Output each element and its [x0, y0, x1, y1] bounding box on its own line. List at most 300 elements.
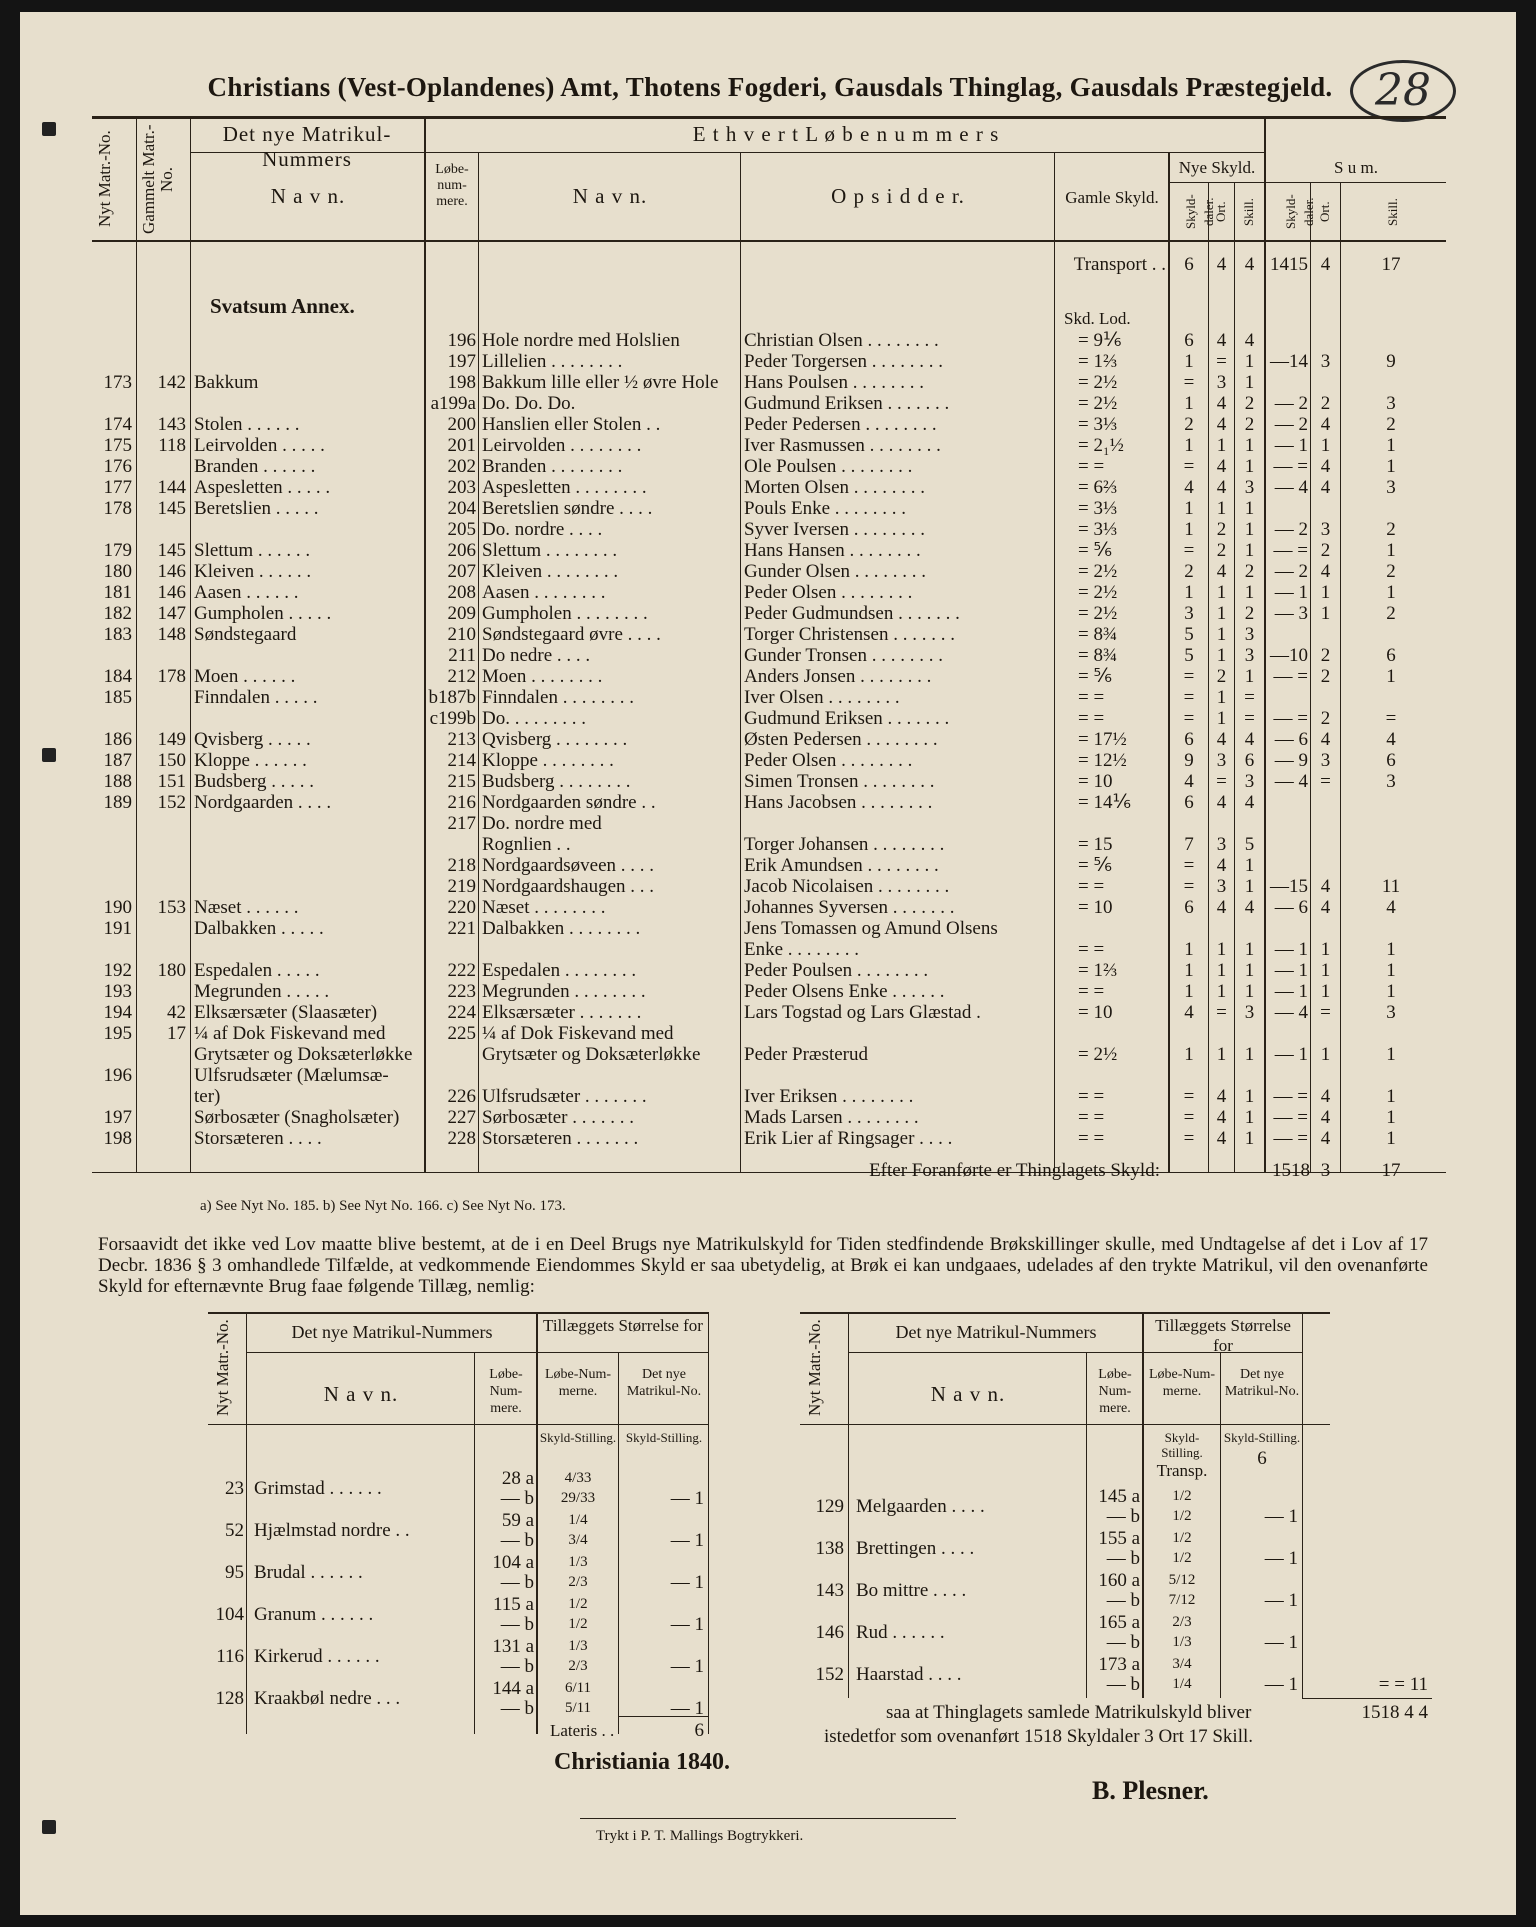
- table-cell-d: 1: [1184, 351, 1194, 372]
- header-skyld-d: Skyld-daler.: [1183, 194, 1216, 230]
- table-cell-gs: = =: [1078, 687, 1105, 708]
- sub-right-header-navn: N a v n.: [930, 1382, 1006, 1406]
- table-cell-nyt: 174: [103, 414, 132, 435]
- table-cell-op: Østen Pedersen . . . . . . . .: [744, 729, 938, 750]
- transport-o: 4: [1216, 254, 1227, 275]
- subtable-left-subrule: [246, 1352, 708, 1353]
- table-top-rule: [92, 116, 1446, 119]
- col-divider: [474, 1352, 475, 1734]
- table-cell-nyt: 190: [103, 897, 132, 918]
- table-cell-navn: Grytsæter og Doksæterløkke: [194, 1044, 413, 1065]
- table-cell-navn: Søndstegaard: [194, 624, 297, 645]
- table-cell-gs: = =: [1078, 939, 1105, 960]
- transport-s: 4: [1244, 254, 1255, 275]
- table-cell-op: Iver Eriksen . . . . . . . .: [744, 1086, 914, 1107]
- table-cell-ln: Kleiven . . . . . . . .: [482, 561, 619, 582]
- sub-cell-navn: Bo mittre . . . .: [856, 1580, 967, 1601]
- table-cell-so: 1: [1320, 960, 1331, 981]
- table-cell-gs: = ⅚: [1078, 540, 1112, 561]
- table-cell-lb: 220: [447, 897, 476, 918]
- table-cell-o: 4: [1216, 456, 1227, 477]
- sub-cell-lb2: — b: [500, 1614, 534, 1635]
- table-cell-so: 4: [1320, 1107, 1331, 1128]
- table-cell-nyt: 197: [103, 1107, 132, 1128]
- table-cell-o: 4: [1216, 729, 1227, 750]
- col-divider: [1054, 152, 1055, 1172]
- table-cell-op: Jacob Nicolaisen . . . . . . . .: [744, 876, 950, 897]
- table-cell-gs: = 9⅙: [1078, 330, 1122, 351]
- table-cell-nyt: 196: [103, 1065, 132, 1086]
- sub-left-skyld1: Skyld-Stilling.: [539, 1430, 617, 1445]
- table-cell-o: =: [1216, 771, 1227, 792]
- table-cell-d: 6: [1184, 792, 1194, 813]
- table-cell-o: 3: [1216, 750, 1227, 771]
- table-cell-gs: = 6⅔: [1078, 477, 1118, 498]
- sub-cell-nyt: 95: [225, 1562, 244, 1583]
- table-cell-op: Iver Rasmussen . . . . . . . .: [744, 435, 941, 456]
- sub-cell-f2: 29/33: [560, 1490, 596, 1506]
- table-cell-d: 1: [1184, 939, 1194, 960]
- sub-cell-lb2: — b: [1106, 1674, 1140, 1695]
- table-cell-ln: Dalbakken . . . . . . . .: [482, 918, 641, 939]
- table-cell-op: Peder Præsterud: [744, 1044, 869, 1065]
- table-cell-ss: 2: [1386, 519, 1396, 540]
- table-cell-gml: 118: [158, 435, 186, 456]
- table-cell-op: Gudmund Eriksen . . . . . . .: [744, 393, 950, 414]
- table-cell-lb: 219: [447, 876, 476, 897]
- sub-right-header-nyt: Nyt Matr.-No.: [805, 1319, 824, 1417]
- sub-cell-f1: 1/2: [1172, 1488, 1192, 1504]
- table-cell-gs: = 3⅓: [1078, 414, 1118, 435]
- table-cell-sd: — 1: [1274, 939, 1308, 960]
- table-cell-o: 4: [1216, 855, 1227, 876]
- table-cell-d: 4: [1184, 1002, 1194, 1023]
- sub-cell-nyt: 138: [815, 1538, 844, 1559]
- table-cell-sd: — =: [1273, 708, 1308, 729]
- table-cell-o: 1: [1216, 687, 1227, 708]
- table-cell-ss: 1: [1386, 540, 1396, 561]
- sub-cell-lb1: 131 a: [492, 1636, 534, 1657]
- table-cell-lb: 215: [447, 771, 476, 792]
- table-cell-sd: — 9: [1274, 750, 1308, 771]
- table-cell-navn: Kloppe . . . . . .: [194, 750, 307, 771]
- sub-cell-nyt: 52: [225, 1520, 244, 1541]
- table-cell-so: 2: [1320, 540, 1331, 561]
- table-cell-sd: — 2: [1274, 414, 1308, 435]
- table-cell-s: 1: [1244, 876, 1255, 897]
- table-cell-ln: Bakkum lille eller ½ øvre Hole: [482, 372, 719, 393]
- table-cell-o: 4: [1216, 477, 1227, 498]
- table-cell-sd: — =: [1273, 666, 1308, 687]
- table-cell-d: =: [1183, 666, 1195, 687]
- table-cell-o: 3: [1216, 834, 1227, 855]
- sub-cell-navn: Rud . . . . . .: [856, 1622, 945, 1643]
- table-cell-so: =: [1320, 1002, 1331, 1023]
- table-cell-ss: 1: [1386, 666, 1396, 687]
- sub-cell-navn: Brettingen . . . .: [856, 1538, 975, 1559]
- table-cell-ss: 1: [1386, 981, 1396, 1002]
- table-cell-nyt: 179: [103, 540, 132, 561]
- sub-cell-lb2: — b: [500, 1698, 534, 1719]
- table-cell-s: 1: [1244, 960, 1255, 981]
- table-cell-gs: = 3⅓: [1078, 498, 1118, 519]
- table-cell-sd: — =: [1273, 540, 1308, 561]
- table-cell-s: 1: [1244, 981, 1255, 1002]
- table-cell-lb: 206: [447, 540, 476, 561]
- table-cell-lb: 225: [447, 1023, 476, 1044]
- header-matr-group: Det nye Matrikul-Nummers: [222, 122, 392, 171]
- table-cell-s: 3: [1244, 1002, 1255, 1023]
- table-cell-lb: 204: [447, 498, 476, 519]
- table-cell-gs: = 2½: [1078, 372, 1118, 393]
- sub-cell-till: — 1: [1264, 1674, 1298, 1695]
- table-cell-op: Peder Poulsen . . . . . . . .: [744, 960, 929, 981]
- sub-cell-f2: 1/4: [1172, 1676, 1192, 1692]
- table-cell-lb: 218: [447, 855, 476, 876]
- table-cell-op: Morten Olsen . . . . . . . .: [744, 477, 926, 498]
- table-cell-sd: — =: [1273, 1107, 1308, 1128]
- header-sum-s: Skill.: [1385, 198, 1400, 226]
- table-cell-op: Christian Olsen . . . . . . . .: [744, 330, 939, 351]
- table-cell-o: 2: [1216, 666, 1227, 687]
- header-lnavn: N a v n.: [572, 184, 648, 208]
- margin-mark: [42, 122, 56, 136]
- table-cell-op: Iver Olsen . . . . . . . .: [744, 687, 900, 708]
- table-cell-navn: Næset . . . . . .: [194, 897, 299, 918]
- table-cell-nyt: 189: [103, 792, 132, 813]
- table-cell-gs: = =: [1078, 708, 1105, 729]
- table-cell-gs: = 12½: [1078, 750, 1127, 771]
- table-cell-nyt: 176: [103, 456, 132, 477]
- table-cell-d: 4: [1184, 477, 1194, 498]
- table-cell-d: 5: [1184, 624, 1194, 645]
- table-cell-d: =: [1183, 876, 1195, 897]
- sub-cell-lb1: 104 a: [492, 1552, 534, 1573]
- table-cell-o: 4: [1216, 393, 1227, 414]
- table-cell-gml: 178: [157, 666, 186, 687]
- header-subrule: [1168, 182, 1446, 183]
- table-cell-op: Peder Pedersen . . . . . . . .: [744, 414, 937, 435]
- table-cell-gs: = ⅚: [1078, 855, 1112, 876]
- table-cell-nyt: 184: [103, 666, 132, 687]
- table-cell-lb: 196: [447, 330, 476, 351]
- table-cell-o: =: [1216, 1002, 1227, 1023]
- sub-cell-nyt: 129: [815, 1496, 844, 1517]
- table-cell-gs: = 1⅔: [1078, 960, 1118, 981]
- table-cell-sd: — 1: [1274, 435, 1308, 456]
- table-cell-o: 2: [1216, 519, 1227, 540]
- table-cell-d: =: [1183, 372, 1195, 393]
- sub-cell-f2: 2/3: [568, 1658, 588, 1674]
- table-cell-so: 1: [1320, 435, 1331, 456]
- table-cell-ln: Sørbosæter . . . . . . .: [482, 1107, 634, 1128]
- table-cell-navn: Storsæteren . . . .: [194, 1128, 322, 1149]
- table-cell-nyt: 198: [103, 1128, 132, 1149]
- col-divider: [848, 1312, 849, 1698]
- table-cell-o: 4: [1216, 414, 1227, 435]
- table-cell-s: 2: [1244, 603, 1255, 624]
- table-cell-nyt: 177: [103, 477, 132, 498]
- table-cell-s: 1: [1244, 456, 1255, 477]
- table-cell-so: 1: [1320, 582, 1331, 603]
- table-cell-s: 1: [1244, 1086, 1255, 1107]
- table-cell-gs: = 10: [1078, 771, 1113, 792]
- table-cell-lb: 216: [447, 792, 476, 813]
- table-cell-navn: Dalbakken . . . . .: [194, 918, 324, 939]
- table-cell-op: Peder Torgersen . . . . . . . .: [744, 351, 944, 372]
- table-cell-nyt: 178: [103, 498, 132, 519]
- table-cell-lb: 203: [447, 477, 476, 498]
- header-sum-o: Ort.: [1317, 201, 1332, 223]
- table-cell-lb: 197: [447, 351, 476, 372]
- table-cell-lb: c199b: [429, 708, 476, 729]
- table-cell-ln: Gumpholen . . . . . . . .: [482, 603, 648, 624]
- table-cell-ln: Hanslien eller Stolen . .: [482, 414, 661, 435]
- table-cell-navn: Stolen . . . . . .: [194, 414, 300, 435]
- table-cell-op: Syver Iversen . . . . . . . .: [744, 519, 925, 540]
- table-cell-s: 2: [1244, 561, 1255, 582]
- header-lob-group: E t h v e r t L ø b e n u m m e r s: [692, 122, 1000, 146]
- sub-left-header-nyt: Nyt Matr.-No.: [213, 1319, 232, 1417]
- table-cell-so: 4: [1320, 477, 1331, 498]
- sub-cell-lb1: 59 a: [501, 1510, 534, 1531]
- transport-so: 4: [1320, 254, 1331, 275]
- sub-cell-lb1: 145 a: [1098, 1486, 1140, 1507]
- table-cell-ln: Nordgaardshaugen . . .: [482, 876, 655, 897]
- table-cell-o: 4: [1216, 1086, 1227, 1107]
- table-cell-ss: 1: [1386, 435, 1396, 456]
- table-cell-lb: 207: [447, 561, 476, 582]
- printer-rule: [580, 1818, 956, 1819]
- table-cell-o: 4: [1216, 897, 1227, 918]
- table-cell-d: 5: [1184, 645, 1194, 666]
- table-cell-ss: 3: [1386, 1002, 1396, 1023]
- transport-ss: 17: [1381, 254, 1401, 275]
- table-cell-lb: 226: [447, 1086, 476, 1107]
- sub-cell-f2: 2/3: [568, 1574, 588, 1590]
- table-cell-d: 1: [1184, 1044, 1194, 1065]
- table-cell-nyt: 181: [103, 582, 132, 603]
- table-cell-gml: 145: [157, 540, 186, 561]
- header-opsidder: O p s i d d e r.: [831, 184, 965, 208]
- table-cell-nyt: 188: [103, 771, 132, 792]
- table-cell-op: Erik Amundsen . . . . . . . .: [744, 855, 939, 876]
- table-cell-s: 4: [1244, 729, 1255, 750]
- sub-right-skyld2: Skyld-Stilling.: [1223, 1430, 1301, 1445]
- sub-cell-navn: Kraakbøl nedre . . .: [254, 1688, 401, 1709]
- table-cell-op: Lars Togstad og Lars Glæstad .: [744, 1002, 981, 1023]
- sub-cell-f1: 3/4: [1172, 1656, 1192, 1672]
- table-cell-op: Peder Olsens Enke . . . . . .: [744, 981, 945, 1002]
- conclusion-line-2: istedetfor som ovenanført 1518 Skyldaler 3 Ort 17 Skill.: [824, 1726, 1254, 1747]
- table-cell-so: 2: [1320, 666, 1331, 687]
- table-cell-sd: — 1: [1274, 981, 1308, 1002]
- sub-cell-lb1: 173 a: [1098, 1654, 1140, 1675]
- table-cell-sd: — =: [1273, 1086, 1308, 1107]
- table-cell-d: 1: [1184, 960, 1194, 981]
- table-cell-d: 9: [1184, 750, 1194, 771]
- table-cell-d: 3: [1184, 603, 1194, 624]
- sub-cell-nyt: 128: [215, 1688, 244, 1709]
- table-cell-d: =: [1183, 855, 1195, 876]
- header-sum-d: Skyld-daler.: [1283, 194, 1316, 230]
- table-cell-ss: 1: [1386, 456, 1396, 477]
- table-cell-so: 4: [1320, 1128, 1331, 1149]
- table-cell-ln: Slettum . . . . . . . .: [482, 540, 618, 561]
- header-nye-group: Nye Skyld.: [1178, 158, 1256, 177]
- table-cell-d: =: [1183, 687, 1195, 708]
- table-cell-ln: Elksærsæter . . . . . . .: [482, 1002, 642, 1023]
- table-cell-ln: Do. . . . . . . . .: [482, 708, 586, 729]
- subtable-left-headrule: [208, 1424, 708, 1425]
- lateris-value: 6: [694, 1720, 704, 1741]
- table-cell-so: =: [1320, 771, 1331, 792]
- table-cell-d: 1: [1184, 498, 1194, 519]
- table-cell-so: 4: [1320, 414, 1331, 435]
- table-cell-ln: Kloppe . . . . . . . .: [482, 750, 614, 771]
- sub-cell-till: — 1: [670, 1698, 704, 1719]
- table-cell-gml: 148: [157, 624, 186, 645]
- table-cell-navn: ¼ af Dok Fiskevand med: [194, 1023, 386, 1044]
- table-cell-navn: Gumpholen . . . . .: [194, 603, 332, 624]
- table-cell-gs: = 2½: [1078, 582, 1118, 603]
- table-cell-so: 2: [1320, 393, 1331, 414]
- table-cell-s: 1: [1244, 1128, 1255, 1149]
- table-cell-ln: Do. Do. Do.: [482, 393, 576, 414]
- sub-cell-nyt: 152: [815, 1664, 844, 1685]
- sub-cell-lb2: — b: [500, 1488, 534, 1509]
- table-cell-so: 4: [1320, 729, 1331, 750]
- sub-cell-till: — 1: [670, 1656, 704, 1677]
- table-cell-sd: —10: [1270, 645, 1308, 666]
- sub-cell-lb2: — b: [500, 1656, 534, 1677]
- margin-mark: [42, 748, 56, 762]
- table-cell-s: 3: [1244, 624, 1255, 645]
- sub-cell-lb2: — b: [500, 1530, 534, 1551]
- table-cell-so: 1: [1320, 603, 1331, 624]
- table-cell-nyt: 185: [103, 687, 132, 708]
- table-cell-so: 3: [1320, 351, 1331, 372]
- table-cell-navn: Kleiven . . . . . .: [194, 561, 312, 582]
- table-cell-gs: = 2½: [1078, 603, 1118, 624]
- table-cell-ln: Do. nordre . . . .: [482, 519, 603, 540]
- table-cell-o: 1: [1216, 435, 1227, 456]
- table-cell-lb: 227: [447, 1107, 476, 1128]
- table-cell-gml: 149: [157, 729, 186, 750]
- table-cell-navn: Moen . . . . . .: [194, 666, 296, 687]
- table-cell-s: 1: [1244, 519, 1255, 540]
- sub-cell-nyt: 143: [815, 1580, 844, 1601]
- lateris-label: Lateris . .: [550, 1721, 615, 1740]
- table-cell-nyt: 192: [103, 960, 132, 981]
- table-cell-so: 1: [1320, 981, 1331, 1002]
- table-cell-s: 1: [1244, 582, 1255, 603]
- table-cell-gml: 144: [157, 477, 186, 498]
- table-cell-op: Mads Larsen . . . . . . . .: [744, 1107, 919, 1128]
- table-cell-o: 2: [1216, 540, 1227, 561]
- conclusion-line-1: saa at Thinglagets samlede Matrikulskyld bliver: [886, 1702, 1252, 1723]
- sub-cell-lb2: — b: [1106, 1632, 1140, 1653]
- table-cell-op: Peder Olsen . . . . . . . .: [744, 582, 913, 603]
- subtable-right-top: [800, 1312, 1330, 1314]
- table-cell-gs: = 2½: [1078, 1044, 1118, 1065]
- table-cell-ln: Beretslien søndre . . . .: [482, 498, 653, 519]
- sub-cell-f1: 2/3: [1172, 1614, 1192, 1630]
- table-cell-sd: — 3: [1274, 603, 1308, 624]
- table-cell-ln: Finndalen . . . . . . . .: [482, 687, 634, 708]
- table-cell-o: 4: [1216, 561, 1227, 582]
- table-cell-ss: 1: [1386, 960, 1396, 981]
- table-cell-sd: — 1: [1274, 960, 1308, 981]
- sub-cell-navn: Haarstad . . . .: [856, 1664, 962, 1685]
- table-cell-navn: Slettum . . . . . .: [194, 540, 311, 561]
- table-cell-nyt: 194: [103, 1002, 132, 1023]
- table-cell-gs: = 10: [1078, 1002, 1113, 1023]
- table-cell-so: 3: [1320, 519, 1331, 540]
- table-cell-so: 1: [1320, 1044, 1331, 1065]
- sub-left-header-lobnum: Løbe-Num-merne.: [544, 1367, 612, 1399]
- table-cell-so: 4: [1320, 897, 1331, 918]
- table-cell-sd: — 6: [1274, 897, 1308, 918]
- header-sum-group: S u m.: [1334, 158, 1378, 177]
- table-cell-s: 1: [1244, 666, 1255, 687]
- table-cell-s: 1: [1244, 540, 1255, 561]
- table-cell-d: 1: [1184, 435, 1194, 456]
- table-cell-nyt: 175: [103, 435, 132, 456]
- table-cell-s: 1: [1244, 1107, 1255, 1128]
- table-cell-ln: Grytsæter og Doksæterløkke: [482, 1044, 701, 1065]
- table-cell-sd: — =: [1273, 456, 1308, 477]
- table-cell-ss: 1: [1386, 1107, 1396, 1128]
- sub-cell-f1: 6/11: [564, 1680, 592, 1696]
- table-cell-ss: 3: [1386, 477, 1396, 498]
- table-cell-gml: 152: [157, 792, 186, 813]
- table-cell-d: =: [1183, 1128, 1195, 1149]
- sub-left-header-group: Det nye Matrikul-Nummers: [291, 1322, 493, 1342]
- table-cell-lb: 217: [447, 813, 476, 834]
- table-cell-sd: — 2: [1274, 561, 1308, 582]
- sub-cell-lb2: — b: [1106, 1548, 1140, 1569]
- table-cell-so: 4: [1320, 876, 1331, 897]
- table-cell-op: Peder Gudmundsen . . . . . . .: [744, 603, 960, 624]
- table-cell-sd: — 1: [1274, 1044, 1308, 1065]
- table-cell-d: =: [1183, 1107, 1195, 1128]
- table-cell-op: Simen Tronsen . . . . . . . .: [744, 771, 935, 792]
- subtable-right-headrule: [800, 1424, 1330, 1425]
- table-cell-o: 1: [1216, 624, 1227, 645]
- table-cell-ln: Lillelien . . . . . . . .: [482, 351, 623, 372]
- table-cell-d: 1: [1184, 393, 1194, 414]
- table-cell-ss: 1: [1386, 1128, 1396, 1149]
- table-cell-s: 1: [1244, 855, 1255, 876]
- table-cell-lb: 201: [447, 435, 476, 456]
- table-cell-nyt: 191: [103, 918, 132, 939]
- header-nyt: Nyt Matr.-No.: [95, 130, 114, 228]
- table-cell-d: 2: [1184, 414, 1194, 435]
- table-cell-s: 2: [1244, 393, 1255, 414]
- transp-label: Transp.: [1156, 1461, 1208, 1480]
- table-cell-op: Gunder Olsen . . . . . . . .: [744, 561, 927, 582]
- table-cell-s: 1: [1244, 435, 1255, 456]
- table-cell-ln: Espedalen . . . . . . . .: [482, 960, 637, 981]
- total-ss: 17: [1381, 1160, 1401, 1181]
- table-cell-d: 1: [1184, 582, 1194, 603]
- table-cell-op: Enke . . . . . . . .: [744, 939, 860, 960]
- sub-cell-till: — 1: [670, 1614, 704, 1635]
- table-cell-lb: a199a: [430, 393, 476, 414]
- header-navn: N a v n.: [270, 184, 346, 208]
- table-cell-op: Gudmund Eriksen . . . . . . .: [744, 708, 950, 729]
